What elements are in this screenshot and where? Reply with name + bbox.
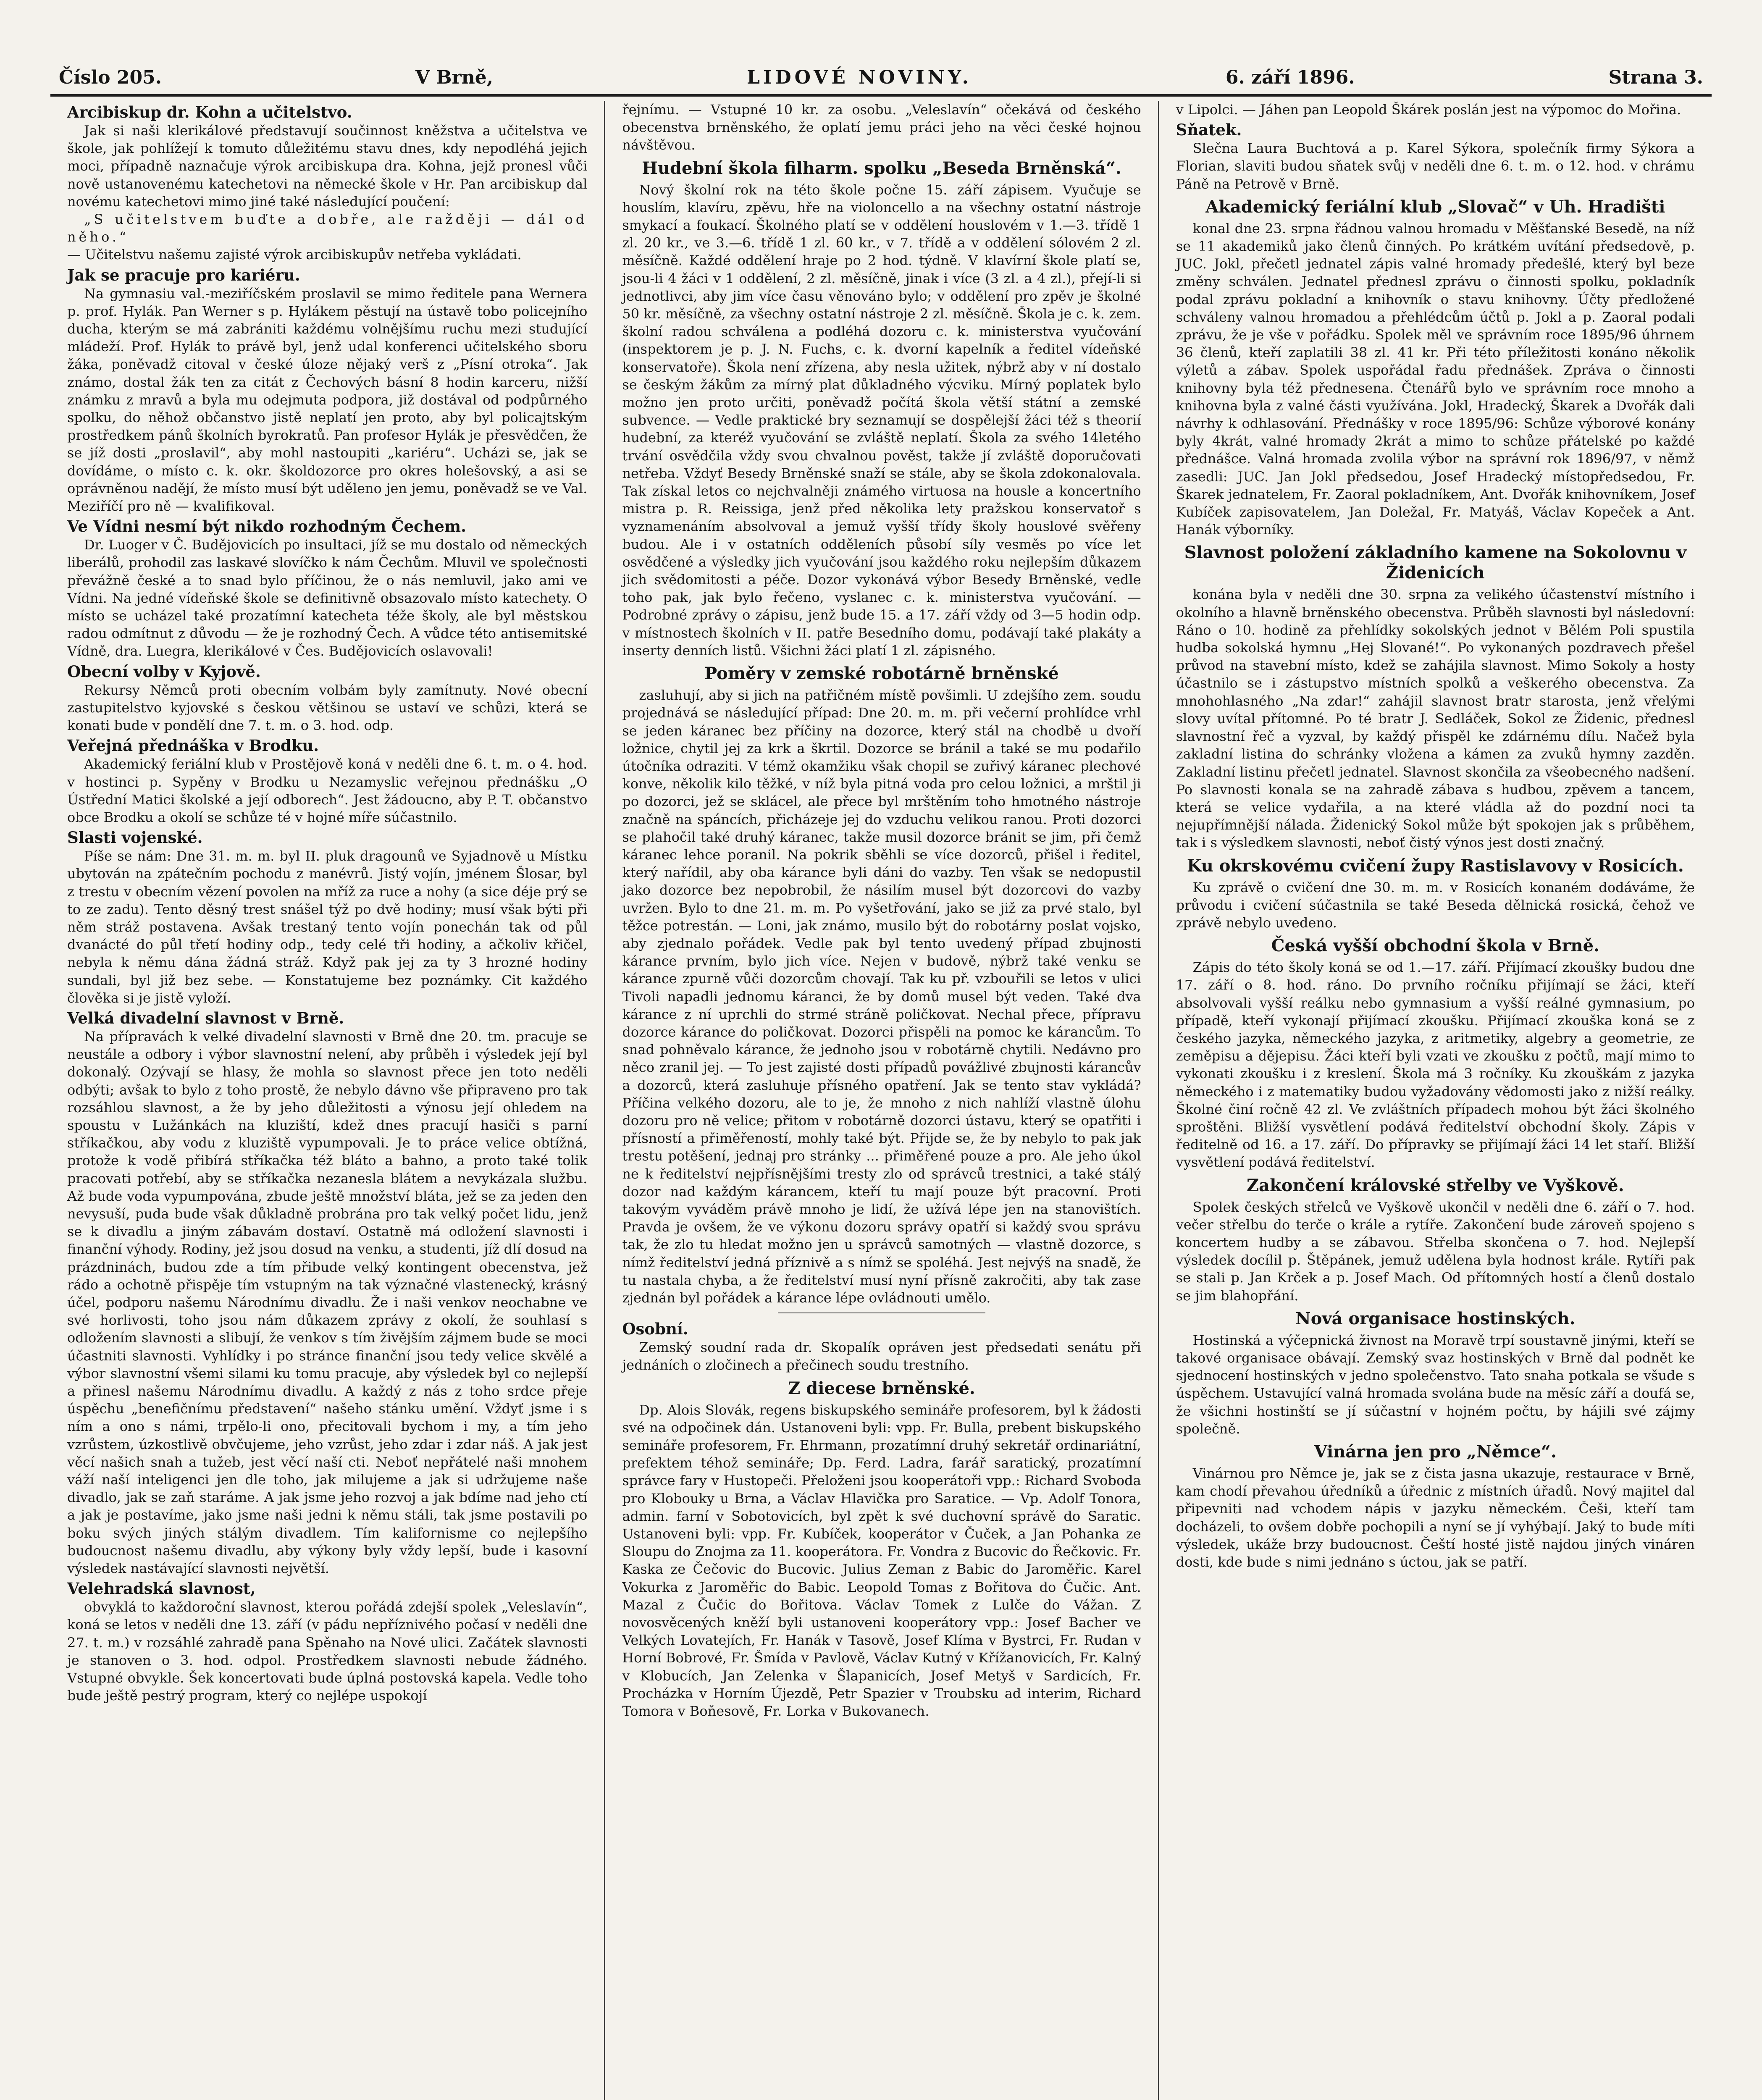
article-text: Spolek českých střelců ve Vyškově ukončil v neděli dne 6. září o 7. hod. večer střelbu do terče o krále a rytíře. Zakončení bude zároveň spojeno s koncertem hudby a se zábavou. Střelba skončena o 7. hod. Nejlepší výsledek docílil p. Štěpánek, jemuž udělena byla hodnost krále. Rytíři pak se stali p. Jan Krček a p. Josef Mach. Od přítomných hostí a členů dostalo se jim blahopřání. (1176, 1199, 1695, 1304)
article-sokolovna (1176, 543, 1695, 851)
article-slasti (67, 828, 587, 1007)
article-hudebni-skola (622, 158, 1141, 659)
article-text: Dp. Alois Slovák, regens biskupského semináře profesorem, byl k žádosti své na odpočinek dán. Ustanoveni byli: vpp. Fr. Bulla, prebent biskupského semináře profesorem, Fr. Ehrmann, prozatímní druhý sekretář ordinariátní, prefektem téhož semináře; Dp. Ferd. Ladra, farář saratický, prozatímní správce fary v Hustopeči. Přeloženi jsou kooperátoři vpp.: Richard Svoboda pro Klobouky u Brna, a Václav Hlavička pro Saratice. — Vp. Adolf Tonora, admin. farní v Sobotovicích, byl zpět k své duchovní správě do Saratic. Ustanoveni byli: vpp. Fr. Kubíček, kooperátor v Čuček, a Jan Pohanka ze Sloupu do Znojma za 11. kooperátora. Fr. Vondra z Bucovic do Řečkovic. Fr. Kaska ze Čečovic do Bucovic. Julius Zeman z Babic do Jaroměřic. Karel Vokurka z Jaroměřic do Babic. Leopold Tomas z Bořitova do Čučic. Ant. Mazal z Čučic do Bořitova. Václav Tomek z Lulče do Vážan. Z novosvěcených kněží byli ustanoveni kooperátory vpp.: Josef Bacher ve Velkých Lovatejích, Fr. Hanák v Tasově, Josef Klíma v Bystrci, Fr. Rudan v Horní Bobrové, Fr. Šmída v Pavlově, Václav Kutný v Křížanovicích, Fr. Kalný v Klobucích, Jan Zelenka v Šlapanicích, Josef Metyš v Sardicích, Fr. Procházka v Horním Újezdě, Petr Spazier v Troubsku ad interim, Richard Tomora v Boňesově, Fr. Lorka v Bukovanech. (622, 1402, 1141, 1719)
article-osobni (622, 1319, 1141, 1374)
masthead-title: LIDOVÉ NOVINY. (746, 67, 972, 88)
article-text: konána byla v neděli dne 30. srpna za velikého účastenství místního i okolního a hlavně brněnského obecenstva. Průběh slavnosti byl následovní: Ráno o 10. hodině za přehlídky sokolských jednot v Bělém Poli spustila hudba sokolská hymnu „Hej Slované!“. Po vykonaných pozdravech přešel průvod na stavební místo, kdež se zahájila slavnost. Mimo Sokoly a hosty účastnilo se i zástupstvo místních spolků a veškerého obecenstva. Za mnohohlasného „Na zdar!“ zahájil slavnost bratr starosta, jenž vřelými slovy uvítal přítomné. Po té bratr J. Sedláček, Sokol ze Židenic, přednesl slavnostní řeč a vyzval, by každý přispěl ke zdárnému dílu. Načež byla zakladní listina do schránky vložena a kámen za zvuků hymny zazděn. Zakladní listinu přečetl jednatel. Slavnost skončila za všeobecného nadšení. Po slavnosti konala se na zahradě zábava s hudbou, zpěvem a tancem, která se velice vydařila, a na které vládla až do pozdní noci ta nejupřímnější nálada. Židenický Sokol může být spokojen jak s průběhem, tak i s výsledkem slavnosti, neboť čistý výnos jest dosti značný. (1176, 586, 1695, 851)
article-headline: Slasti vojenské. (67, 828, 203, 847)
article-hostinsti (1176, 1309, 1695, 1438)
article-text: Akademický feriální klub v Prostějově koná v neděli dne 6. t. m. o 4. hod. v hostinci p. Sypěny v Brodku u Nezamyslic veřejnou přednášku „O Ústřední Matici školské a její odborech“. Jest žádoucno, aby P. T. občanstvo obce Brodku a okolí se schůze té v hojné míře súčastnilo. (67, 756, 588, 825)
page-header (50, 63, 1712, 88)
article-slovac (1176, 197, 1695, 539)
article-text: Na přípravách k velké divadelní slavnosti v Brně dne 20. tm. pracuje se neustále a odbory i výbor slavnostní nelení, aby průběh i výsledek její byl dokonalý. Ozývají se hlasy, že mohla so slavnost přece jen toto neděli odbýti; avšak to bylo z toho prostě, že nebylo dávno vše připraveno pro tak rozsáhlou slavnost, a že by jeho důležitosti a výnosu její ohledem na spoustu v Lužánkách na kluziští, kdež dnes pracují hasiči s parní stříkačkou, aby vodu z kluziště vypumpovali. Je to práce velice obtížná, protože k vodě přibírá stříkačka též bláto a bahno, a proto také tolik pracovati potřebí, aby se stříkačka nezanesla blátem a nevykázala službu. Až bude voda vypumpována, zbude ještě množství bláta, jež se za jeden den nevysuší, puda bude však důkladně probrána pro tak velký počet lidu, jenž se k divadlu a jiným zábavám dostaví. Ostatně má odložení slavnosti i finanční výhody. Rodiny, jež jsou dosud na venku, a studenti, jíž dlí dosud na prázdninách, budou zde a tím přibude velký kontingent obecenstva, jež rádo a ochotně přispěje tím vstupným na tak význačné vlastenecký, krásný účel, podporu našemu Národnímu divadlu. Že i naši venkov neochabne ve své horlivosti, toho jsou nám důkazem zprávy z okolí, že souhlasí s odložením slavnosti a slibují, že venkov s tím živějším zájmem bude se moci účastniti slavnosti. Vyhlídky i po stránce finanční jsou tedy velice skvělé a výbor slavnostní všemi silami ku tomu pracuje, aby výsledek byl co nejlepší a přinesl našemu Národnímu divadlu. A každý z nás z toho srdce přeje úspěchu „benefičnímu představení“ našeho stánku umění. Vždyť jsme i s ním a ono s námi, trpělo-li ono, přecitovali bychom i my, a tím jeho vzrůstem, úzkostlivě obvčujeme, jeho vzrůst, jeho zdar i zdar náš. A jak jest věcí našich snah a tužeb, jest věcí naší cti. Neboť nepřátelé naši mnohem váží naší inteligenci jen dle toho, jak milujeme a jak si udržujeme naše divadlo, jak se zaň staráme. A jak jsme jeho rozvoj a jak bdíme nad jeho ctí a jak je postavíme, jako jsme naši jedni k němu stáli, tak jsme postavili po boku svých jiných stálým divadlem. Tím kalifornisme co nejlepšího budoucnost našemu divadlu, aby výkony byly vždy lepší, bude i kasovní výsledek nastávající slavnosti největší. (67, 1028, 588, 1577)
article-headline: Veřejná přednáška v Brodku. (67, 736, 319, 755)
section-divider (778, 1312, 985, 1313)
article-diecese (622, 1378, 1141, 1720)
article-text: Slečna Laura Buchtová a p. Karel Sýkora, společník firmy Sýkora a Florian, slaviti budou sňatek svůj v neděli dne 6. t. m. o 12. hod. v chrámu Páně na Petrově v Brně. (1176, 140, 1695, 192)
article-divadelni (67, 1008, 587, 1577)
article-obchodni-skola (1176, 936, 1695, 1171)
header-rule (50, 94, 1712, 97)
article-headline: Arcibiskup dr. Kohn a učitelstvo. (67, 103, 352, 121)
column-1 (50, 101, 604, 2100)
page-number: Strana 3. (1608, 67, 1703, 88)
place: V Brně, (415, 67, 494, 88)
article-text: Píše se nám: Dne 31. m. m. byl II. pluk dragounů ve Syjadnově u Místku ubytován na zpátečním pochodu z manévrů. Jistý vojín, jménem Šlosar, byl z trestu v obecním vězení povolen na mříž za ruce a nohy (a sice déje prý se to ze zadu). Tento děsný trest snášel týž po dvě hodiny; musí však býti při něm stráž postavena. Avšak trestaný tento vojín ponechán tak od půl dvanácté do půl třetí hodiny odp., tedy celé tři hodiny, a ačkoliv křičel, nebyla k němu dána žádná stráž. Když pak jej za ty 3 hrozné hodiny sundali, byl již bez sebe. — Konstatujeme bez poznámky. Cit každého člověka si je jistě vyloží. (67, 848, 588, 1006)
article-continuation (1176, 101, 1695, 118)
article-text: Ku zprávě o cvičení dne 30. m. m. v Rosicích konaném dodáváme, že průvodu i cvičení súčastnila se také Beseda dělnická rosická, čehož ve zprávě nebylo uvedeno. (1176, 879, 1695, 931)
article-text: Dr. Luoger v Č. Budějovicích po insultaci, jíž se mu dostalo od německých liberálů, prohodil zas laskavé slovíčko k nám Čechům. Mluvil ve společnosti převážně české a to snad bylo příčinou, že o nás nemluvil, jako ami ve Vídni. Na jedné vídeňské škole se definitivně obsazovalo místo katechety. O místo se ucházel také prozatímní katecheta téže školy, ale byl městskou radou odmítnut z důvodu — že je rozhodný Čech. A vůdce této antisemitské Vídně, dra. Luegra, klerikálové v Čes. Budějovicích oslavovali! (67, 537, 588, 659)
column-2 (604, 101, 1158, 2100)
article-strelba (1176, 1176, 1695, 1305)
article-text: Rekursy Němců proti obecním volbám byly zamítnuty. Nové obecní zastupitelstvo kyjovské s českou většinou se ustaví ve schůzi, která se konati bude v pondělí dne 7. t. m. o 3. hod. odp. (67, 682, 588, 734)
article-viden (67, 517, 587, 660)
article-headline: Osobní. (622, 1320, 688, 1339)
article-headline: Hudební škola filharm. spolku „Beseda Brněnská“. (642, 158, 1121, 178)
article-headline: Akademický feriální klub „Slovač“ v Uh. Hradišti (1205, 197, 1665, 217)
article-headline: Česká vyšší obchodní škola v Brně. (1271, 936, 1600, 956)
article-continuation (622, 101, 1141, 154)
article-text-tail: — Učitelstvu našemu zajisté výrok arcibiskupův netřeba vykládati. (67, 247, 522, 263)
article-headline: Slavnost položení základního kamene na Sokolovnu v Židenicích (1184, 543, 1687, 583)
article-snatek (1176, 120, 1695, 193)
article-text: řejnímu. — Vstupné 10 kr. za osobu. „Veleslavín“ očekává od českého obecenstva brněnského, že oplatí jemu práci jeho na věci české hojnou návštěvou. (622, 102, 1141, 153)
article-brodek (67, 736, 587, 826)
article-headline: Jak se pracuje pro kariéru. (67, 265, 300, 284)
article-text: Na gymnasiu val.-meziříčském proslavil se mimo ředitele pana Wernera p. prof. Hylák. Pan Werner s p. Hylákem pěstují na ústavě tobo policejního ducha, kterým se má zabrániti každému volnějšímu ruchu mezi studující mládeží. Prof. Hylák to právě byl, jenž udal konferenci učitelského sboru žáka, poněvadž citoval v české úloze nějaký verš z „Písní otroka“. Jak známo, dostal žák ten za citát z Čechových básní 8 hodin karceru, nižší známku z mravů a byla mu odejmuta podpora, již dostával od podpůrného spolku, do něhož občanstvo jistě neplatí jen proto, aby byl policajtským prostředkem pánů školních byrokratů. Pan profesor Hylák je přesvědčen, že se jíž dosti „proslavil“, aby mohl nastoupiti „kariéru“. Ucházi se, jak se dovídáme, o místo c. k. okr. školdozorce pro okres holešovský, a asi se oprávněnou nadějí, že místo musí být uděleno jen jemu, poněvadž se ve Val. Meziříčí pro ně — kvalifikoval. (67, 285, 588, 514)
article-text: Jak si naši klerikálové představují součinnost kněžstva a učitelstva ve škole, jak pohlížejí k tomuto důležitému stavu dnes, kdy nepodléhá jejich moci, případně naznačuje výrok arcibiskupa dra. Kohna, jejž pronesl vůči nově ustanovenému katechetovi na německé škole v Hr. Pan arcibiskup dal novému katechetovi mimo jiné také následující poučení: (67, 123, 588, 210)
article-headline: Vinárna jen pro „Němce“. (1314, 1442, 1557, 1462)
article-headline: Ku okrskovému cvičení župy Rastislavovy v Rosicích. (1187, 856, 1684, 876)
article-text: Zemský soudní rada dr. Skopalík opráven jest předsedati senátu při jednáních o zločinech a přečinech soudu trestního. (622, 1339, 1141, 1373)
article-text: Nový školní rok na této škole počne 15. září zápisem. Vyučuje se houslím, klavíru, zpěvu, hře na violoncello a na všechny ostatní nástroje smykací a foukací. Školného platí se v oddělení houslovém v 1.—3. třídě 1 zl. 20 kr., ve 3.—6. třídě 1 zl. 60 kr., v 7. třídě a v oddělení sólovém 2 zl. měsíčně. Každé oddělení hraje po 2 hod. týdně. V klavírní škole platí se, jsou-li 4 žáci v 1 oddělení, 2 zl. měsíčně, jinak i více (3 zl. a 4 zl.), přejí-li si jednotlivci, aby jim více času věnováno bylo; v oddělení pro zpěv je školné 50 kr. měsíčně, za všechny ostatní nástroje 2 zl. měsíčně. Škola je c. k. zem. školní radou schválena a podléhá dozoru c. k. ministerstva vyučování (inspektorem je p. J. N. Fuchs, c. k. dvorní kapelník a ředitel vídeňské konservatoře). Škola není zřízena, aby nesla užitek, nýbrž aby v ní dostalo se českým žákům za mírný plat důkladného výcviku. Mírný poplatek bylo možno jen proto určiti, poněvadž počítá škola větší státní a zemské subvence. — Vedle praktické bry seznamují se dospělejší žáci též s theorií hudební, za kteréž vyučování se zvláště neplatí. Škola za svého 14letého trvání osvědčila vždy svou chvalnou pověst, takže jí zvláště doporučovati netřeba. Vždyť Besedy Brněnské snaží se stále, aby se škola zdokonalovala. Tak získal letos co nejchvalněji známého virtuosa na housle a koncertního mistra p. R. Reissiga, jenž před několika lety pražskou konservatoř s vyznamenáním absolvoval a jemuž vyšší třídy školy houslové svěřeny budou. Ale i v ostatních odděleních působí síly vesměs po více let osvědčené a výsledky jich vyučování jsou každého roku nejlepším důkazem jich svědomitosti a péče. Dozor vykonává výbor Besedy Brněnské, vedle toho pak, jak bylo řečeno, vyslanec c. k. ministerstva vyučování. — Podrobné zprávy o zápisu, jenž bude 15. a 17. září vždy od 3—5 hodin odp. v místnostech školních v II. patře Besedního domu, podávají také plakáty a inserty denních listů. Všichni žáci platí 1 zl. zápisného. (622, 181, 1141, 659)
article-robotarna (622, 664, 1141, 1307)
issue-date: 6. září 1896. (1225, 67, 1355, 88)
issue-number: Číslo 205. (59, 67, 162, 88)
article-text: Zápis do této školy koná se od 1.—17. září. Přijímací zkoušky budou dne 17. září o 8. hod. ráno. Do prvního ročníku přijímají se žáci, kteří absolvovali vyšší reálku nebo gymnasium a vyšší reálné gymnasium, po případě, kteří vykonají přijímací zkoušku. Přijímací zkouška koná se z českého jazyka, německého jazyka, z aritmetiky, algebry a geometrie, ze zeměpisu a dějepisu. Žáci kteří byli vzati ve zkoušku z počtů, mají mimo to vykonati zkoušku i z kreslení. Škola má 3 ročníky. Ku zkouškám z jazyka německého i z matematiky budou vyžadovány vědomosti jako z nižší reálky. Školné činí ročně 42 zl. Ve zvláštních případech mohou být žáci školného sproštěni. Bližší vysvětlení podává ředitelství obchodní školy. Zápis v ředitelně od 16. a 17. září. Do přípravky se přijímají žáci 14 let staří. Bližší vysvětlení podává ředitelství. (1176, 959, 1695, 1171)
article-headline: Ve Vídni nesmí být nikdo rozhodným Čechem. (67, 517, 466, 536)
article-headline: Poměry v zemské robotárně brněnské (704, 664, 1059, 684)
article-text: konal dne 23. srpna řádnou valnou hromadu v Měšťanské Besedě, na níž se 11 akademiků jako členů činných. Po krátkém uvítání předsedově, p. JUC. Jokl, přečetl jednatel zápis valné hromady předešlé, který byl beze změny schválen. Jednatel přednesl zprávu o činnosti spolku, pokladník podal zprávu pokladní a knihovník o stavu knihovny. Účty předložené schváleny valnou hromadou a přehlédcům účtů p. Jokl a p. Zaoral podali zprávu, že je vše v pořádku. Spolek měl ve správním roce 1895/96 úhrnem 36 členů, kteří zaplatili 38 zl. 41 kr. Při této příležitosti konáno několik výletů a zábav. Spolek uspořádal řadu přednášek. Zpráva o činnosti knihovny byla též přednesena. Čtenářů bylo ve správním roce mnoho a knihovna byla z valné části využívána. Jokl, Hradecký, Škarek a Dvořák dali návrhy k odhlasování. Přednášky v roce 1895/96: Schůze výborové konány byly 4krát, valné hromady 2krát a mimo to schůze přátelské po každé přednášce. Valná hromada zvolila výbor na správní rok 1896/97, v němž zasedli: JUC. Jan Jokl předsedou, Josef Hradecký místopředsedou, Fr. Škarek jednatelem, Fr. Zaoral pokladníkem, Ant. Dvořák knihovníkem, Josef Kubíček zapisovatelem, Jan Doležal, Fr. Matyáš, Václav Kopeček a Ant. Hanák výborníky. (1176, 220, 1695, 538)
article-headline: Obecní volby v Kyjově. (67, 662, 261, 681)
article-headline: Zakončení královské střelby ve Vyškově. (1246, 1175, 1624, 1195)
article-headline: Velká divadelní slavnost v Brně. (67, 1008, 344, 1027)
article-velehrad (67, 1579, 587, 1704)
column-3 (1158, 101, 1712, 2100)
article-kyjov (67, 662, 587, 735)
article-vinarna (1176, 1442, 1695, 1571)
columns (50, 101, 1712, 2100)
article-text: zasluhují, aby si jich na patřičném místě povšimli. U zdejšího zem. soudu projednává se následující případ: Dne 20. m. m. při večerní prohlídce vrhl se jeden káranec bez příčiny na dozorce, který stál na chodbě u dvoří ložnice, chytil jej za krk a škrtil. Dozorce se bránil a také se mu podařilo útočníka odraziti. V témž okamžiku však chopil se zuřivý káranec plechové konve, několik kilo těžké, v níž byla pitná voda pro celou ložnici, a mrštil ji po dozorci, jež se sklácel, ale přece byl mrštěním toho hmotného nástroje značně na spáncích, přicházeje jej do vzduchu velikou ranou. Proti dozorci se plahočil také druhý káranec, takže musil dozorce bránit se jim, při čemž káranec lehce poranil. Na pokrik sběhli se více dozorců, přišel i ředitel, který nařídil, aby oba kárance byli dáni do vazby. Ten však se nedopustil jako dozorce bez nepobrobil, že násilím musel být dozorcovi do vazby uvržen. Bylo to dne 21. m. m. Po vyšetřování, jako se již za prvé stalo, byl těžce potrestán. — Loni, jak známo, musilo být do robotárny poslat vojsko, aby zjednalo pořádek. Vedle pak byl tento uvedený případ zbujnosti kárance prvním, bylo jich více. Nejen v budově, nýbrž také venku se kárance zpurně vůči dozorcům chovají. Tak ku př. vzbouřili se letos v ulici Tivoli napadli jednomu káranci, že by domů musel být veden. Také dva kárance z ní uprchli do strmé stráně poličkovat. Nechal přece, přípravu dozorce kárance do poličkovat. Dozorci přispěli na pomoc ke kárancům. To snad pohněvalo kárance, že jednoho jsou v robotárně chytili. Nedávno pro něco zranil jej. — To jest zajisté dosti případů povážlivé zbujnosti kárancův a dozorců, která zasluhuje přísného opatření. Jak se tento stav vykládá? Příčina velkého dozoru, ale to je, že mnoho z nich nahlíží vlastně úlohu dozoru pro ně velice; přitom v robotárně dozorci ústavu, který se opatřiti i přísností a přiměřeností, mohly také být. Přijde se, že by nebylo to pak jak trestu potěšení, jednaj pro stránky ... přiměřené pouze a pro. Ale jeho úkol ne k ředitelství nejpřísnějšími tresty zlo od správců trestnici, a také stálý dozor nad každým kárancem, kteří tu mají pouze být pracovní. Proti takovým vyváděm právě mnoho je lidí, že užívá lépe jen na stanovištích. Pravda je ovšem, že ve výkonu dozoru správy opatří si každý svou správu tak, že zlo tu hledat možno jen u správců samotných — vlastně dozorce, s nímž ředitelství jedná příznivě a s nímž se spoléhá. Jest nejvýš na snadě, že tu nastala chyba, a že ředitelství musí nyní přísně zakročiti, aby tak zase zjednán byl pořádek a kárance lépe ovládnouti umělo. (622, 687, 1141, 1306)
article-headline: Z diecese brněnské. (788, 1378, 975, 1398)
article-arcibiskup (67, 102, 587, 264)
article-text: Hostinská a výčepnická živnost na Moravě trpí soustavně jinými, kteří se takové organisace obávají. Zemský svaz hostinských v Brně dal podnět ke sjednocení hostinských v jedno společenstvo. Tato snaha potkala se všude s úspěchem. Ustavující valná hromada svolána bude na měsíc září a doufá se, že všichni hostinští se jí súčastní v hojném počtu, by hájili své zájmy společně. (1176, 1332, 1695, 1437)
article-text: v Lipolci. — Jáhen pan Leopold Škárek poslán jest na výpomoc do Mořina. (1176, 102, 1681, 118)
article-quote: „S učitelstvem buďte a dobře, ale ražději — dál od něho.“ (67, 211, 588, 245)
article-headline: Nová organisace hostinských. (1295, 1308, 1576, 1328)
article-headline: Velehradská slavnost, (67, 1579, 256, 1598)
article-text: obvyklá to každoroční slavnost, kterou pořádá zdejší spolek „Veleslavín“, koná se letos v neděli dne 13. září (v pádu nepříznivého počasí v neděli dne 27. t. m.) v rozsáhlé zahradě pana Spěnaho na Nové ulici. Začátek slavnosti je stanoven o 3. hod. odpol. Prostředkem slavnosti nebude žádného. Vstupné obvykle. Šek koncertovati bude úplná postovská kapela. Vedle toho bude ještě pestrý program, který co nejlépe uspokojí (67, 1599, 588, 1704)
article-text: Vinárnou pro Němce je, jak se z čista jasna ukazuje, restaurace v Brně, kam chodí převahou úředníků a úřednic z místních úřadů. Nový majitel dal připevniti nad vchodem nápis v jazyku německém. Češi, kteří tam docházeli, to ovšem dobře pochopili a nyní se jí vyhýbají. Jaký to bude míti výsledek, ukáže brzy budoucnost. Čeští hosté jistě najdou jiných vináren dosti, kde bude s nimi jednáno s úctou, jak se patří. (1176, 1465, 1695, 1570)
article-rosice (1176, 856, 1695, 932)
article-headline: Sňatek. (1176, 121, 1242, 139)
article-kariera (67, 265, 587, 515)
